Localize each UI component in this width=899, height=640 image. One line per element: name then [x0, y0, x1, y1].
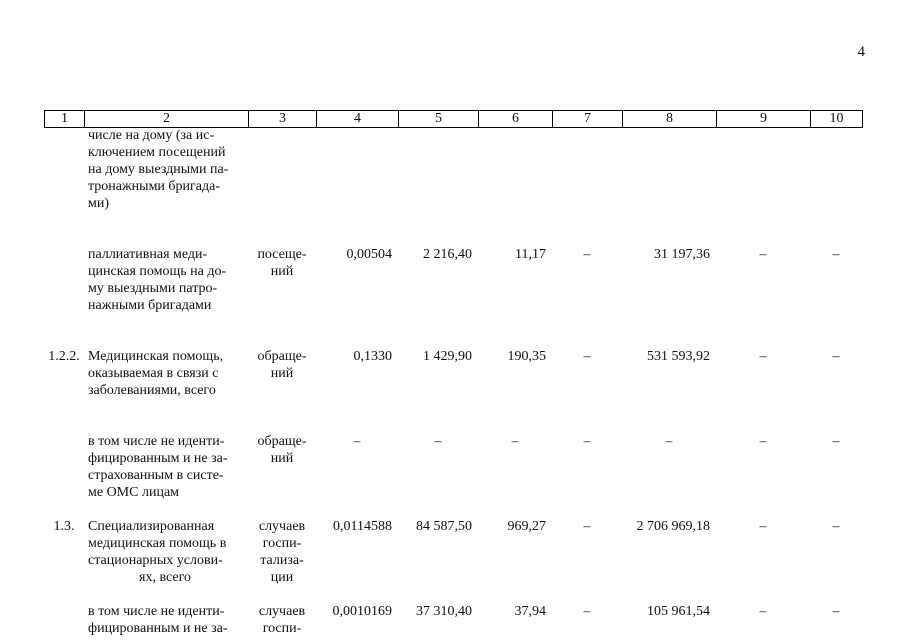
name-line: в том числе не иденти- — [88, 604, 225, 619]
column-number: 6 — [479, 111, 553, 128]
unit-line: случаев — [258, 604, 306, 619]
cell-value: – — [759, 247, 767, 262]
cell-value: – — [583, 247, 591, 262]
column-number: 2 — [85, 111, 249, 128]
unit-line: обраще- — [257, 434, 307, 449]
row-code — [44, 603, 84, 637]
name-line: фицированным и не за- — [88, 621, 228, 636]
cell-value: 37,94 — [514, 604, 546, 619]
name-line: ме ОМС лицам — [88, 485, 180, 500]
name-line: Специализированная — [88, 519, 215, 534]
row-code — [44, 433, 84, 501]
column-number: 4 — [317, 111, 399, 128]
table-row — [44, 348, 862, 399]
name-line: медицинская помощь в — [88, 536, 227, 551]
cell-value — [552, 127, 622, 212]
row-name — [84, 518, 248, 586]
name-line: оказываемая в связи с — [88, 366, 219, 381]
row-unit — [248, 127, 316, 212]
column-number: 8 — [623, 111, 717, 128]
cell-value: – — [583, 519, 591, 534]
cell-value: 0,0114588 — [333, 519, 392, 534]
cell-value: – — [759, 434, 767, 449]
cell-value — [810, 127, 862, 212]
column-number-header — [44, 110, 863, 128]
name-line: фицированным и не за- — [88, 451, 228, 466]
cell-value: – — [759, 519, 767, 534]
column-number: 3 — [249, 111, 317, 128]
cell-value: – — [832, 519, 840, 534]
row-name — [84, 433, 248, 501]
cell-value: 1 429,90 — [423, 349, 472, 364]
cell-value: – — [832, 247, 840, 262]
column-number: 10 — [811, 111, 863, 128]
name-line: паллиативная меди- — [88, 247, 208, 262]
cell-value: 37 310,40 — [416, 604, 472, 619]
name-line: цинская помощь на до- — [88, 264, 227, 279]
column-number: 1 — [45, 111, 85, 128]
cell-value: 2 706 969,18 — [636, 519, 710, 534]
cell-value: 2 216,40 — [423, 247, 472, 262]
name-line: заболеваниями, всего — [88, 383, 216, 398]
unit-line: ний — [270, 264, 294, 279]
row-code — [44, 246, 84, 314]
row-name — [84, 348, 248, 399]
name-line: Медицинская помощь, — [88, 349, 224, 364]
name-line: страхованным в систе- — [88, 468, 224, 483]
row-code: 1.2.2. — [48, 349, 80, 364]
cell-value: 105 961,54 — [647, 604, 710, 619]
cell-value: – — [511, 434, 519, 449]
unit-line: случаев — [258, 519, 306, 534]
table-row — [44, 127, 862, 212]
cell-value: – — [583, 434, 591, 449]
name-line: ключением посещений — [88, 145, 226, 160]
cell-value: 0,1330 — [353, 349, 392, 364]
unit-line: тализа- — [260, 553, 304, 568]
cell-value: – — [434, 434, 442, 449]
cell-value: – — [353, 434, 361, 449]
row-code — [44, 127, 84, 212]
unit-line: ции — [270, 570, 294, 585]
name-line: тронажными бригада- — [88, 179, 220, 194]
table-row — [44, 433, 862, 501]
name-line: ях, всего — [139, 570, 191, 585]
unit-line: госпи- — [262, 536, 302, 551]
cell-value: 190,35 — [507, 349, 546, 364]
cell-value: – — [832, 349, 840, 364]
cell-value: – — [832, 434, 840, 449]
cell-value: – — [759, 349, 767, 364]
data-table — [44, 127, 862, 637]
cell-value — [622, 127, 716, 212]
cell-value — [716, 127, 810, 212]
row-unit — [248, 246, 316, 314]
name-line: числе на дому (за ис- — [88, 128, 215, 143]
cell-value: 84 587,50 — [416, 519, 472, 534]
page-number: 4 — [857, 44, 865, 60]
unit-line: обраще- — [257, 349, 307, 364]
column-number: 7 — [553, 111, 623, 128]
unit-line: ний — [270, 366, 294, 381]
cell-value: 11,17 — [515, 247, 546, 262]
table-row — [44, 246, 862, 314]
cell-value — [478, 127, 552, 212]
cell-value: 0,00504 — [346, 247, 392, 262]
unit-line: госпи- — [262, 621, 302, 636]
cell-value — [398, 127, 478, 212]
cell-value: 531 593,92 — [647, 349, 710, 364]
row-unit — [248, 518, 316, 586]
name-line: ми) — [88, 196, 110, 211]
cell-value: – — [665, 434, 673, 449]
cell-value: – — [583, 604, 591, 619]
row-code: 1.3. — [53, 519, 75, 534]
column-number: 9 — [717, 111, 811, 128]
cell-value: 0,0010169 — [332, 604, 392, 619]
cell-value: 969,27 — [507, 519, 546, 534]
column-number: 5 — [399, 111, 479, 128]
row-name — [84, 127, 248, 212]
row-name — [84, 246, 248, 314]
cell-value: 31 197,36 — [654, 247, 710, 262]
row-unit — [248, 603, 316, 637]
row-unit — [248, 433, 316, 501]
name-line: на дому выездными па- — [88, 162, 229, 177]
name-line: стационарных услови- — [88, 553, 223, 568]
cell-value: – — [583, 349, 591, 364]
unit-line: ний — [270, 451, 294, 466]
unit-line: посеще- — [257, 247, 307, 262]
name-line: в том числе не иденти- — [88, 434, 225, 449]
row-name — [84, 603, 248, 637]
table-row — [44, 518, 862, 586]
cell-value: – — [832, 604, 840, 619]
name-line: му выездными патро- — [88, 281, 218, 296]
cell-value: – — [759, 604, 767, 619]
name-line: нажными бригадами — [88, 298, 212, 313]
table-row — [44, 603, 862, 637]
cell-value — [316, 127, 398, 212]
row-unit — [248, 348, 316, 399]
